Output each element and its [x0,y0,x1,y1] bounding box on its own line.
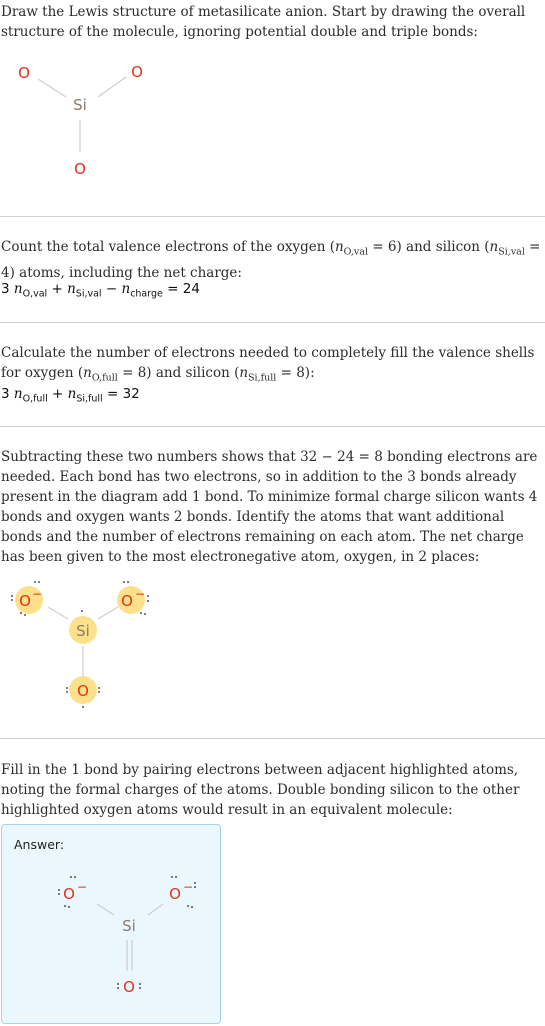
charge-minus: − [76,880,88,894]
step3-formula: 3 $n_{O,full} + n_{Si,full} = 32$ [1,386,140,405]
bond-o-si-left [48,607,68,619]
diagram-skeleton [0,50,545,250]
answer-label: Answer: [14,837,65,852]
atom-si: Si [122,917,136,935]
bond-o-si-right [98,607,118,619]
divider [0,216,545,217]
atom-o-bottom: O [123,978,135,996]
atom-o-left: O [19,592,31,610]
answer-box [1,824,221,1024]
step2-formula: 3 $n_{O,val} + n_{Si,val} - n_{charge} = 24$ [1,281,200,300]
charge-minus: − [31,587,43,601]
atom-o-right: O [121,592,133,610]
atom-o-right: O [131,63,143,81]
bond-o-si-left [97,904,114,915]
atom-o-right: O [169,885,181,903]
diagram-highlighted [0,574,545,724]
atom-o-bottom: O [74,160,86,178]
diagram-answer [2,825,218,1021]
bond-o-si-right [148,904,163,915]
step2-text: Count the total valence electrons of the oxygen $(n_{O,val} = 6)$ and silicon $(n_{Si,val} = 4)$ atoms, including the net charge: [1,239,541,281]
atom-si: Si [76,622,90,640]
step4-text: Subtracting these two numbers shows that 32 − 24 = 8 bonding electrons are needed. Each bond has two electrons, so in addition to the 3 bonds already present in the diagram add 1 bond. To minimize formal charge silicon wants 4 bonds and oxygen wants 2 bonds. Identify the atoms that want additional bonds and the number of electrons remaining on each atom. The net charge has been given to the most electronegative atom, oxygen, in 2 places: [1,449,538,565]
divider [0,322,545,323]
atom-o-left: O [63,885,75,903]
bond-o-si-left [38,79,66,97]
step3-text: Calculate the number of electrons needed to completely fill the valence shells for oxygen $(n_{O,full} = 8)$ and silicon $(n_{Si,full} = 8)$: [1,345,535,384]
atom-o-left: O [18,64,30,82]
atom-si: Si [73,96,87,114]
atom-o-bottom: O [77,682,89,700]
step1-text: Draw the Lewis structure of metasilicate anion. Start by drawing the overall structure of the molecule, ignoring potential double and triple bonds: [1,4,526,40]
step5-text: Fill in the 1 bond by pairing electrons between adjacent highlighted atoms, noting the formal charges of the atoms. Double bonding silicon to the other highlighted oxygen atoms would result in an equivalent molecule: [1,762,520,818]
bond-o-si-right [98,77,126,97]
divider [0,426,545,427]
charge-minus: − [134,587,146,601]
charge-minus: − [182,880,194,894]
divider [0,738,545,739]
